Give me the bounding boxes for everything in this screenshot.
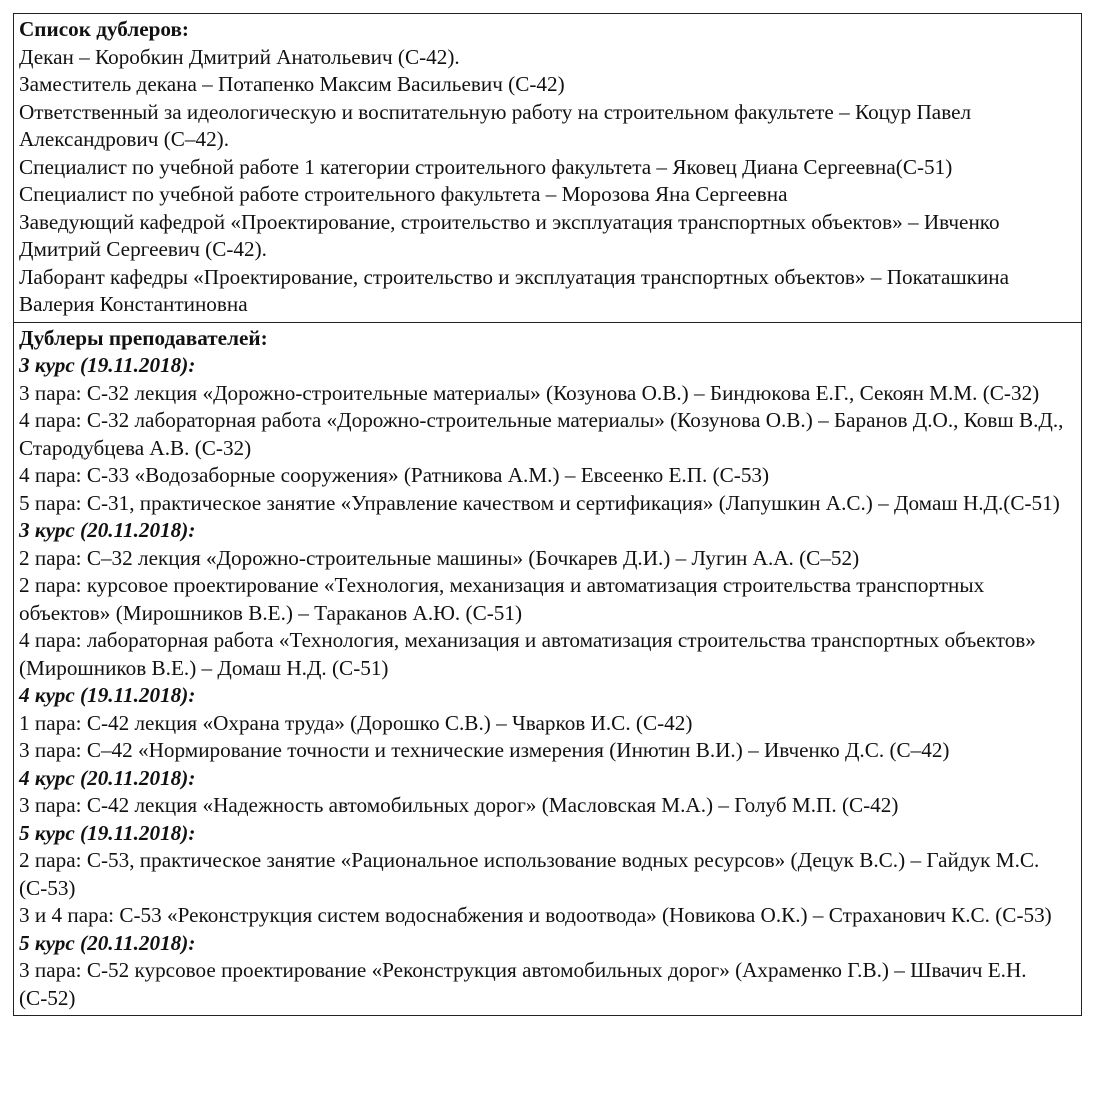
list-item: 3 пара: С-32 лекция «Дорожно-строительные материалы» (Козунова О.В.) – Биндюкова Е.Г., Секоян М.М. (С-32) bbox=[19, 380, 1040, 405]
course-heading: 3 курс (20.11.2018): bbox=[19, 518, 196, 542]
list-item: Лаборант кафедры «Проектирование, строительство и эксплуатация транспортных объектов» – Покаташкина Валерия Константиновна bbox=[19, 264, 1010, 316]
list-item: Ответственный за идеологическую и воспитательную работу на строительном факультете – Коцур Павел Александрович (С–42). bbox=[19, 99, 972, 151]
list-item: 2 пара: С-53, практическое занятие «Рациональное использование водных ресурсов» (Децук В.С.) – Гайдук М.С. (С-53) bbox=[19, 848, 1040, 900]
course-heading: 4 курс (19.11.2018): bbox=[19, 683, 196, 707]
duplicates-list-title: Список дублеров: bbox=[19, 17, 189, 41]
list-item: 3 и 4 пара: С-53 «Реконструкция систем водоснабжения и водоотвода» (Новикова О.К.) – Страханович К.С. (С-53) bbox=[19, 903, 1052, 927]
course-heading: 5 курс (19.11.2018): bbox=[19, 820, 196, 845]
teacher-duplicates-cell bbox=[14, 322, 1081, 1016]
list-item: Специалист по учебной работе строительного факультета – Морозова Яна Сергеевна bbox=[19, 182, 788, 206]
list-item: 2 пара: курсовое проектирование «Технология, механизация и автоматизация строительства транспортных объектов» (Мирошников В.Е.) – Тараканов А.Ю. (С-51) bbox=[19, 573, 985, 625]
list-item: Заведующий кафедрой «Проектирование, строительство и эксплуатация транспортных объектов» – Ивченко Дмитрий Сергеевич (С-42). bbox=[19, 209, 1000, 261]
list-item: 3 пара: С-42 лекция «Надежность автомобильных дорог» (Масловская М.А.) – Голуб М.П. (С-42) bbox=[19, 793, 899, 817]
teacher-duplicates-title: Дублеры преподавателей: bbox=[19, 325, 268, 350]
list-item: 4 пара: С-32 лабораторная работа «Дорожно-строительные материалы» (Козунова О.В.) – Баранов Д.О., Ковш В.Д., Стародубцева А.В. (С-32) bbox=[19, 408, 1064, 460]
list-item: 5 пара: С-31, практическое занятие «Управление качеством и сертификация» (Лапушкин А.С.) – Домаш Н.Д.(С-51) bbox=[19, 490, 1060, 515]
list-item: Декан – Коробкин Дмитрий Анатольевич (С-42). bbox=[19, 44, 460, 69]
duplicates-list-cell bbox=[14, 14, 1081, 322]
list-item: 3 пара: С–42 «Нормирование точности и технические измерения (Инютин В.И.) – Ивченко Д.С. (С–42) bbox=[19, 738, 950, 762]
list-item: 4 пара: С-33 «Водозаборные сооружения» (Ратникова А.М.) – Евсеенко Е.П. (С-53) bbox=[19, 463, 770, 487]
list-item: 2 пара: С–32 лекция «Дорожно-строительные машины» (Бочкарев Д.И.) – Лугин А.А. (С–52) bbox=[19, 545, 860, 570]
list-item: 1 пара: С-42 лекция «Охрана труда» (Дорошко С.В.) – Чварков И.С. (С-42) bbox=[19, 710, 693, 735]
list-item: Специалист по учебной работе 1 категории строительного факультета – Яковец Диана Сергеевна(С-51) bbox=[19, 154, 953, 179]
course-heading: 4 курс (20.11.2018): bbox=[19, 765, 196, 790]
list-item: 3 пара: С-52 курсовое проектирование «Реконструкция автомобильных дорог» (Ахраменко Г.В.) – Швачич Е.Н. (С-52) bbox=[19, 958, 1027, 1010]
course-heading: 5 курс (20.11.2018): bbox=[19, 930, 196, 955]
course-heading: 3 курс (19.11.2018): bbox=[19, 353, 196, 377]
list-item: 4 пара: лабораторная работа «Технология, механизация и автоматизация строительства транспортных объектов» (Мирошников В.Е.) – Домаш Н.Д. (С-51) bbox=[19, 628, 1036, 680]
list-item: Заместитель декана – Потапенко Максим Васильевич (С-42) bbox=[19, 72, 565, 96]
document-table bbox=[13, 13, 1082, 1016]
